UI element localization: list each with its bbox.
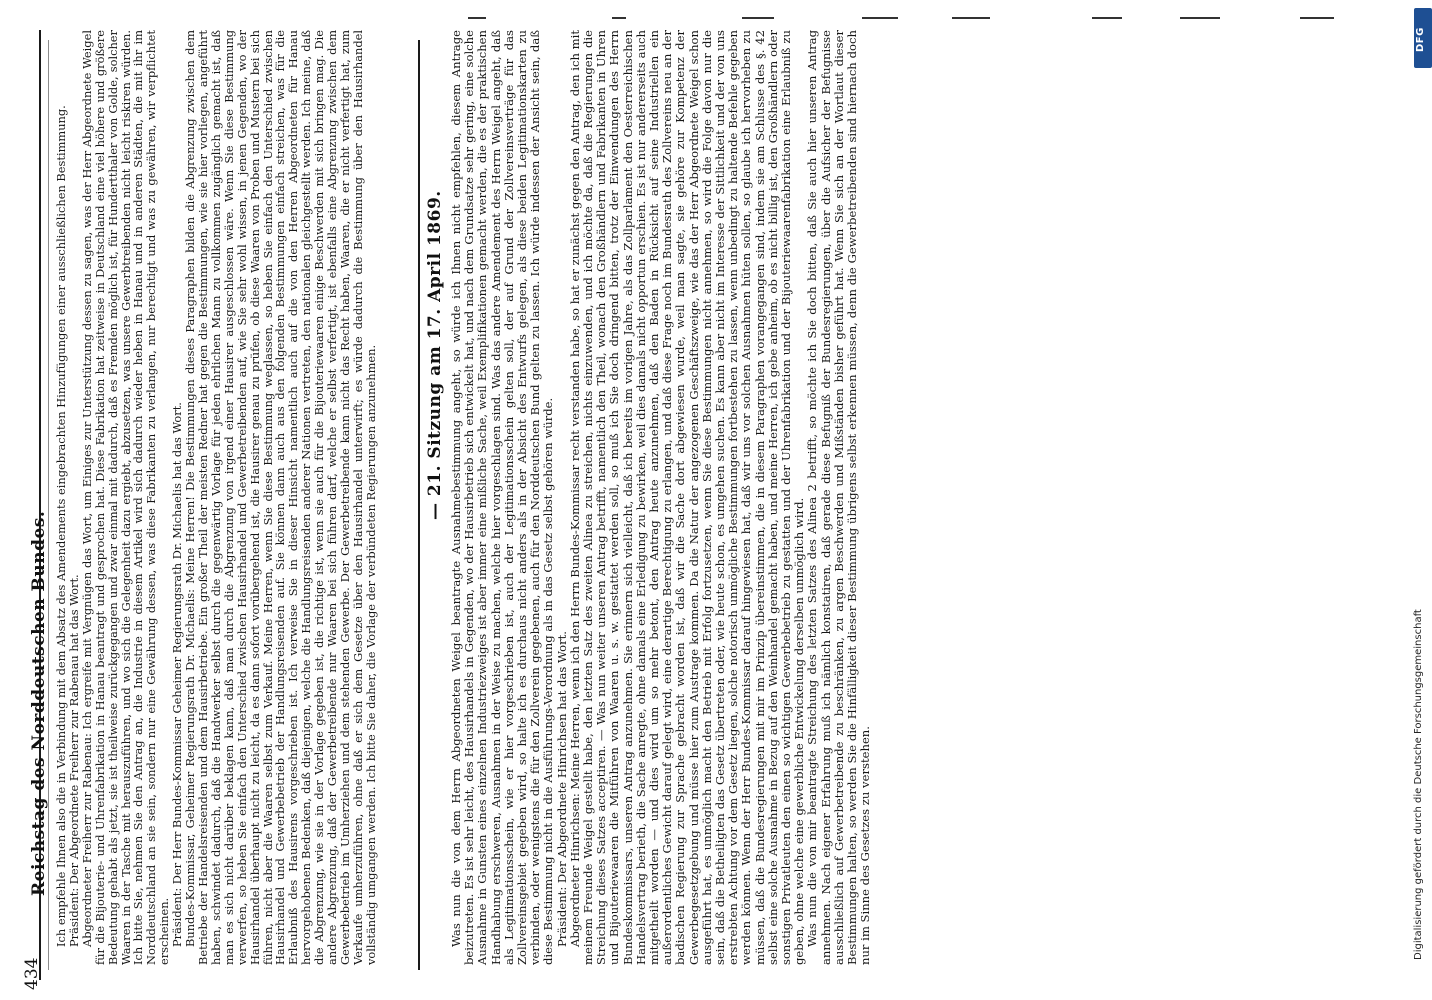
paragraph: Präsident: Der Herr Bundes-Kommissar Geheimer Regierungsrath Dr. Michaelis hat das Wort. bbox=[170, 402, 185, 947]
paragraph: Präsident: Der Abgeordnete Freiherr zur Rabenau hat das Wort. bbox=[66, 574, 81, 947]
paragraph: Abgeordneter Freiherr zur Rabenau: Ich ergreife mit Vergnügen das Wort, um Einiges zur Unterstützung dessen zu sagen, was der Herr Abgeordnete Weigel für die Bijouterie- und Uhrenfabrikation in Hanau beantragt und gesprochen hat. Diese Fabrikation hat zeitweise in Deutschland eine viel höhere und größere Bedeutung gehabt als jetzt, sie ist theilweise zurückgegangen und zwar einmal mit dadurch, daß es Fremden möglich ist, für Hundertthaler von Golde, solcher Waaren in der Tasche mit herauszuführen, und wo sich die Gelegenheit dazu ergiebt, abzusetzen, was unsere Gewerbtreibenden nicht leicht riskiren würden. Ich bitte Sie, nehmen Sie den Antrag an, die Industrie in diesem Artikel wird sich dadurch wieder heben in Hanau und in anderen Städten, die mit ihr im Norddeutschland an sie sein, sondern nur eine Gewährung dessen, was diese Fabrikanten zu verlangen, nur berechtigt und was zu gewähren, wir verpflichtet erscheinen. bbox=[79, 30, 172, 965]
paragraph: Abgeordneter Hinrichsen: Meine Herren, wenn ich den Herrn Bundes-Kommissar recht verstanden habe, so hat er zunächst gegen den Antrag, den ich mit meinem Freunde Weigel gestellt habe, den letzten Satz des zweiten Alinea zu streichen, nichts einzuwenden, und ich möchte da, daß die Regierungen die Streichung dieses Satzes acceptiren. — Was nun weiter unseren Antrag betrifft, namentlich den Theil, wonach den Großhändlern und Fabrikanten in Uhren und Bijouteriewaaren die Mitführen von Waaren u. s. w. gestattet werden soll, so muß ich Sie doch dringend bitten, trotz der Einwendungen des Herrn Bundeskommissars, unseren Antrag anzunehmen. Sie erinnern sich vielleicht, daß ich bereits im vorigen Jahre, als das Zollparlament den Oesterreichischen Handelsvertrag berieth, die Sache anregte, ohne damals eine Erledigung zu bewirken, weil dies damals nicht opportun erschien. Es ist nur andererseits auch mitgetheilt worden — und dies wird um so mehr betont, den Antrag heute anzunehmen, daß den Baden in Rücksicht auf seine Industriellen ein außerordentliches Gewicht darauf gelegt wird, eine derartige Berechtigung zu erlangen, und daß diese Frage noch im Bundesrath des Zollvereins neu an der badischen Regierung zur Sprache gebracht worden ist, daß wir die Sache dort abgewiesen wurde, weil man sagte, sie gehöre zur Kompetenz der Gewerbegesetzgebung und müsse hier zum Austrage kommen. Da die Natur der angezogenen Geschäftszweige, wie das der Herr Abgeordnete Weigel schon ausgeführt hat, es unmöglich macht den Betrieb mit Erfolg fortzusetzen, wenn Sie diese Bestimmungen nicht annehmen, so wird die Folge davon nur die sein, daß die Betheiligten das Gesetz übertreten oder, wie heute schon, es umgehen suchen. Es kann aber nicht im Interesse der Sittlichkeit und der von uns erstrebten Achtung vor dem Gesetz liegen, solche notorisch unmögliche Bestimmungen fortbestehen zu lassen, wenn unbedingt zu haltende Befehle gegeben werden können. Wenn der Herr Bundes-Kommissar darauf hingewiesen hat, daß wir uns vor solchen Ausnahmen hüten sollen, so glaube ich hervorheben zu müssen, daß die Bundesregierungen mit mir im Prinzip übereinstimmen, die in diesem Paragraphen vorangegangen sind, indem sie am Schlusse des §. 42 selbst eine solche Ausnahme in Bezug auf den Weinhandel gemacht haben, und meine Herren, ich gebe anheim, ob es nicht billig ist, den Großhändlern oder sonstigen Privatleuten den einen so wichtigen Gewerbebetrieb zu gestatten und der Uhrenfabrikation und der Bijouteriewaarenfabrikation eine Erlaubniß zu geben, ohne welche eine gewerbliche Entwickelung derselben unmöglich wird. bbox=[567, 30, 807, 965]
scan-mark bbox=[952, 17, 990, 19]
scan-mark bbox=[612, 17, 626, 19]
dfg-logo-text: DFG bbox=[1415, 27, 1426, 52]
running-head-left: Reichstag des Norddeutschen Bundes. bbox=[29, 510, 49, 896]
paragraph: Bundes-Kommissar, Geheimer Regierungsrath Dr. Michaelis: Meine Herren! Die Bestimmungen dieses Paragraphen bilden die Abgrenzung zwischen dem Betriebe der Handelsreisenden und dem Hausirbetriebe. Ein großer Theil der meisten Redner hat gegen die Bestimmungen, wie sie hier vorliegen, angeführt haben, schwindet dadurch, daß die Handwerker selbst durch die gegenwärtig Vorlage für jeden ehrlichen Mann zu vollkommen zugänglich gemacht ist, daß man es sich nicht darüber beklagen kann, daß man durch die Abgrenzung von irgend einer Hausirer ausgeschlossen wäre. Wenn Sie diese Bestimmung verwerfen, so heben Sie einfach den Unterschied zwischen Hausirhandel und Gewerbetreibenden auf, wie Sie sehr wohl wissen, in jenen Gegenden, wo der Hausirhandel überhaupt nicht zu leicht, da es dann sofort vorübergehend ist, die Hausirer genau zu prüfen, ob diese Waaren von Proben und Mustern bei sich führen, nicht aber die Waaren selbst zum Verkauf. Meine Herren, wenn Sie diese Bestimmung weglassen, so heben Sie einfach den Unterschied zwischen Hausirhandel und Gewerbebetrieb der Handlungsreisenden auf. Sie können dann auch aus den folgenden Bestimmungen einfach streichen, was für die Erlaubniß des Hausirens vorgeschrieben ist. Ich verweise Sie in dieser Hinsicht namentlich auch auf die von den Herren Abgeordneten für Hanau hervorgehobenen Bedenken, daß diejenigen, welche die Handlungsreisenden anderer Nationen vertreten, den nationalen gleichgestellt werden. Ich meine, daß die Abgrenzung, wie sie in der Vorlage gegeben ist, die richtige ist, wenn sie auch für die Bijouteriewaaren einige Beschwerden mit sich bringen mag. Die andere Abgrenzung, daß der Gewerbetreibende nur Waaren bei sich führen darf, welche er selbst verfertigt, ist ebenfalls eine Abgrenzung zwischen dem Gewerbebetrieb im Umherziehen und dem stehenden Gewerbe. Der Gewerbetreibende kann nicht das Recht haben, Waaren, die er nicht verfertigt hat, zum Verkaufe umherzuführen, ohne daß er sich dem Gesetze über den Hausirhandel unterwirft; es würde dadurch die Bestimmung über den Hausirhandel vollständig umgangen werden. Ich bitte Sie daher, die Vorlage der verbündeten Regierungen anzunehmen. bbox=[183, 30, 378, 965]
page-number: 434 bbox=[22, 957, 42, 990]
scan-mark bbox=[1300, 17, 1334, 19]
paragraph: Präsident: Der Abgeordnete Hinrichsen hat das Wort. bbox=[554, 631, 569, 947]
scan-mark bbox=[1180, 17, 1220, 19]
left-column bbox=[55, 30, 415, 965]
scan-mark bbox=[862, 17, 898, 19]
right-column bbox=[450, 30, 1395, 965]
scan-mark bbox=[1092, 17, 1122, 19]
scan-mark bbox=[742, 17, 774, 19]
rule-column-divider bbox=[418, 40, 420, 970]
running-head-right: — 21. Sitzung am 17. April 1869. bbox=[425, 190, 445, 520]
dfg-logo bbox=[1414, 8, 1432, 68]
scan-mark bbox=[468, 17, 486, 19]
digitization-credit: Digitalisierung gefördert durch die Deutsche Forschungsgemeinschaft bbox=[1413, 609, 1424, 960]
paragraph: Ich empfehle Ihnen also die in Verbindung mit dem Absatz des Amendements eingebrachten Hinzufügungen einer ausschließlichen Bestimmung. bbox=[54, 105, 68, 947]
paragraph: Was nun die von dem Herrn Abgeordneten Weigel beantragte Ausnahmebestimmung angeht, so würde ich Ihnen nicht empfehlen, diesem Antrage beizutreten. Es ist sehr leicht, des Hausirhandels in Gegenden, wo der Hausirbetrieb sich entwickelt hat, und nach dem Grundsatze sehr gering, eine solche Ausnahme in Gunsten eines einzelnen Industriezweiges ist aber immer eine mißliche Sache, weil Exemplifikationen gemacht werden, die es der praktischen Handhabung erschweren, Ausnahmen in der Weise zu machen, welche hier vorgeschlagen sind. Was das andere Amendement des Herrn Weigel angeht, daß als Legitimationsschein, wie er hier vorgeschrieben ist, auch der Legitimationsschein gelten soll, der auf Grund der Zollvereinsverträge für das Zollvereinsgebiet gegeben wird, so halte ich es durchaus nicht anders als in der Absicht des Entwurfs gelegen, als diese beiden Legitimationskarten zu verbinden, oder wenigstens die für den Zollverein gegebenen, auch für den Norddeutschen Bund gelten zu lassen. Ich würde indessen der Ansicht sein, daß diese Bestimmung nicht in die Ausführungs-Verordnung als in das Gesetz selbst gehören würde. bbox=[449, 30, 556, 965]
paragraph: Was nun die von mir beantragte Streichung des letzten Satzes des Alinea 2 betrifft, so möchte ich Sie doch bitten, daß Sie auch hier unseren Antrag annehmen. Nach eigener Erfahrung muß ich nämlich konstatiren, daß gerade diese Befugniß der Bundesregierungen, über die Aufsicher der Befugnisse ausschließlich auf Gewerbetreibende zu beschränken, zu argen Beschwerden und Mißständen bisher geführt hat. Wenn Sie sich an der Wortlaut dieser Bestimmungen halten, so werden Sie die Hinfälligkeit dieser Bestimmung übrigens selbst erkennen müssen, denn die Gewerbetreibenden sind hiernach doch nur im Sinne des Gesetzes zu verstehen. bbox=[805, 30, 873, 965]
